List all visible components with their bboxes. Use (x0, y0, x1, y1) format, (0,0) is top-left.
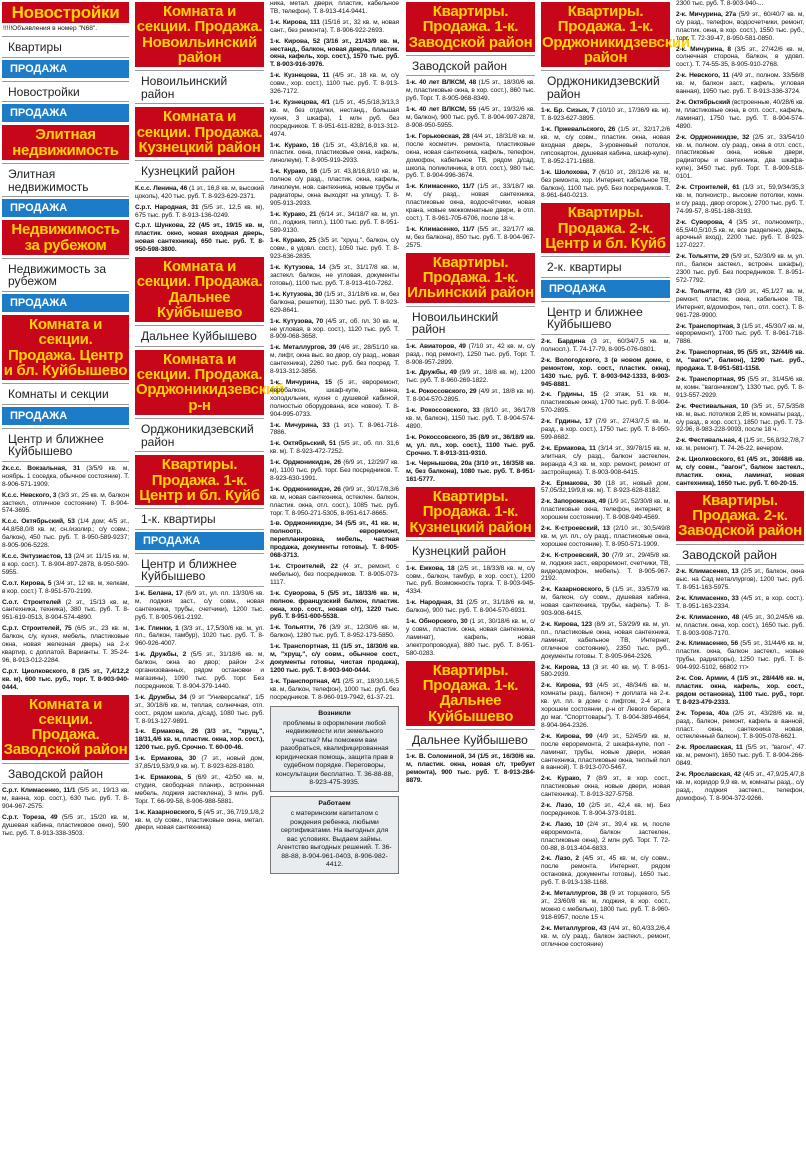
listing: 2-к. Октябрьский (встроенные, 40/28/6 кв. м, пластиковые окна, в отл. сост., кафель, ламинат), 1750 тыс. руб. Т. 8-904-574-4890. (676, 98, 804, 130)
section-title: Недвижимость за рубежом (2, 258, 129, 292)
listing: 2-к. Ермакова, 30 (18 эт., новый дом, 57,05/32,19/9,8 кв. м). Т. 8-923-628-8182. (541, 479, 670, 495)
section-title: Квартиры (2, 36, 129, 58)
section-title: Новоильинский район (406, 306, 535, 340)
section-title: Дальнее Куйбышево (135, 325, 264, 347)
listing: 1-к. Ермакова, 26 (3/3 эт., "хрущ.", 18/31,4/6 кв. м, пластик. окна, хор. сост.), 1200 тыс. руб. Срочно. Т. 60-00-46. (135, 728, 264, 752)
listing: 1-к. Бр. Сизых, 7 (10/10 эт., 17/36/9 кв. м). Т. 8-923-627-3895. (541, 107, 670, 123)
listing: 1-к. Глинки, 1 (3/3 эт., 17,5/30/6 кв. м, ул. пл., балкон, тамбур), 1020 тыс. руб. Т. 8-960-926-4007. (135, 624, 265, 648)
listing: 1-к. Орджоникидзе, 26 (9/9 эт., 30/17/8,3/6 кв. м, новая сантехника, остеклен. балкон, пластик. окна, отл. сост.), 1085 тыс. руб. торг. Т. 8-950-271-5305, 8-951-617-8665. (270, 485, 399, 517)
listing: 1-к. Кутузова, 30 (1/5 эт., 31/18/6 кв. м, без балкона, решетки), 1130 тыс. руб. Т. 8-923-629-8641. (270, 290, 399, 314)
section-district (135, 325, 264, 347)
listing: 2-к. Запорожская, 49 (1/9 эт., 52/30/8 кв. м, пластиковые окна, телефон, интернет, в хорошем состоянии). Т. 8-908-949-4569. (541, 498, 670, 522)
box-text: с материнским капиталом с рождения ребенка, любыми сертификатами. На выгодных для вас условиях. Выдаем займы. Агентство выгодных решений. Т. 36-88-88, 8-904-961-0403, 8-906-982-4412. (277, 810, 392, 869)
issue-note: !!!!!Объявления в номер "N68". (3, 25, 98, 33)
sale-label: ПРОДАЖА (2, 104, 129, 122)
rubric-header: Комната и секции. Продажа. Орджоникидзевский р-н (136, 350, 284, 414)
listing: 1-к. Курако, 16 (1/5 эт., 43,8/16,8 кв. м, пластик. окна, пластиковые окна, кафель, линолеум). Т. 8-905-919-2933. (270, 141, 399, 165)
rubric-header: Квартиры. Продажа. 1-к. Центр и бл. Куйб (135, 455, 264, 505)
listing: 2-к. Грдины, 17 (7/9 эт., 27/43/7,5 кв. м, разд., в хор. сост.), 1750 тыс. руб. Т. 8-950-599-8682. (541, 418, 671, 441)
sale-label: ПРОДАЖА (541, 280, 670, 298)
listing: 1-к. Мичурина, 33 (1 эт.). Т. 8-961-718-7886. (270, 421, 399, 437)
listing: 2-к. Фестивальная, 10 (3/5 эт., 57,5/35/8 кв. м, выс. потолков 2,85 м, комнаты разд., с/у разд., в хор. сост.), 1850 тыс. руб. Т. 73-92-96, 8-983-228-9093, после 18 ч. (676, 402, 804, 434)
listing: 1-к. Народная, 31 (2/5 эт., 31/18/6 кв. м, балкон), 900 тыс. руб. Т. 8-904-570-6931. (406, 599, 535, 615)
sale-label: ПРОДАЖА (2, 60, 129, 78)
listing: К.с.с. Энтузиастов, 13 (2/4 эт. 11/15 кв. м, в кор. сост.). Т. 8-904-897-2878, 8-950-590-5955. (2, 553, 129, 576)
listing: 1-к. Тольятти, 76 (3/9 эт., 12/30/6 кв. м, балкон), 1280 тыс. руб. Т. 8-952-173-5850. (270, 624, 399, 640)
listing: 1-к. Чернышова, 20а (3/10 эт., 16/35/8 кв. м, без балкона), 1080 тыс. руб. Т. 8-951-161-5777. (406, 460, 535, 484)
section-district (135, 160, 264, 182)
section-new-buildings (2, 81, 129, 123)
listing: 2300 тыс. руб. Т. 8-903-940-... (676, 0, 764, 7)
listing: 1-к. Дружбы, 2 (5/5 эт., 31/18/6 кв. м, балкон, окна во двор; район 2-х организованных, рядом остановки и магазины), 1090 тыс. руб. торг. Без посредников. Т. 8-904-379-1440. (135, 651, 264, 690)
listing: 1-к. Курако, 25 (3/5 эт. "хрущ.", балкон, с/у совм., в удовл. сост.), 1050 тыс. руб. Т. 8-923-636-2835. (270, 237, 399, 261)
listing: 1-к. Курако, 21 (6/14 эт., 34/18/7 кв. м, ул. пл., лоджия, тепл.), 1100 тыс. руб. Т. 8-951-589-9130. (270, 210, 399, 234)
listing: 2-к. Тольятти, 29 (5/9 эт., 52/30/9 кв. м, ул. пл., балкон застекл., встроен. шкафы), 2300 тыс. руб. Без посредников. Т. 8-951-572-7792. (676, 253, 804, 284)
listing: 2-к. Ермакова, 11 (3/14 эт., 39/78/15 кв. м, элитная, с/у разд., балкон застеклен, веранда 4,3 кв. м, хор. ремонт, ремонт от застройщика). Т. 8-903-908-6415. (541, 444, 670, 476)
column-5 (539, 0, 690, 1163)
listing: 2-к. Кирова, 99 (4/9 эт., 52/45/9 кв. м, после евроремонта, 2 шкафа-купе, пол - ламинат, трубы, новые двери, новая сантехника, пластиковые окна, теплый пол в ванной). Т. 8-913-070-5467. (541, 732, 671, 772)
listing: 2-к. Строителей, 61 (1/3 эт., 59,9/34/35,3 кв. м, полноистр., высокие потолки, комн. и с/у разд., двор огорож.), 2700 тыс. руб. Т. 74-99-57, 8-951-188-3193. (676, 184, 804, 215)
rubric-header: Элитная недвижимость (2, 125, 129, 160)
listing: 1-к. Мичурина, 15 (5 эт., евроремонт, евробалкон, шкаф-купе, ванна, холодильник, кухня с душевой кабиной, полностью оборудована, все новое). Т. 8-904-995-0733. (270, 378, 399, 418)
listing: С.о.т. Кирова, 5 (3/4 эт., 12 кв. м, хелкам, в кор. сост.) Т. 8-951-570-2199. (2, 579, 129, 595)
legal-help-box (270, 706, 399, 792)
listing: 1-к. Транспортная, 11 (1/5 эт., 18/30/6 кв. м, "хрущ.", с/у совм., обычное сост., документы готовы, чистая продажа), 1200 тыс. руб. Т. 8-903-940-0444. (270, 643, 399, 674)
listing: 2-к. Невского, 11 (4/9 эт., полном. 33/56/8 кв. м, балкон заст., кафель, угловая ванная), 1950 тыс. руб. Т. 8-913-336-3724. (676, 72, 804, 96)
listing: 1-к. Ермакова, 30 (7 эт., новый дом, 37,85/19,53/9,9 кв. м). Т. 8-923-628-8180. (135, 755, 265, 771)
section-title: Центр и ближнее Куйбышево (135, 553, 264, 587)
section-title: Центр и ближнее Куйбышево (2, 428, 129, 462)
rubric-header: Комната и секции. Продажа. Заводской район (3, 695, 128, 759)
section-district (135, 70, 264, 104)
column-4 (404, 0, 537, 1163)
listing: 1-к. Суворова, 5 (5/5 эт., 18/33/6 кв. м, полное. французский балкон, пластик. окна, хор. сост., новая с/т), 1220 тыс. руб. Т. 8-951-600-5538. (270, 589, 399, 621)
listing: 2-к. Ярославская, 42 (4/5 эт., 47,9/25,4/7,8 кв. м, коридор 9,9 кв. м, комнаты разд., с/у разд., лоджия застекл., телефон, домофон). Т. 8-904-372-9266. (676, 771, 804, 802)
section-district (406, 540, 535, 562)
listing: 1-к. Пржевальского, 26 (1/5 эт., 32/17,2/6 кв. м, с/у совм., пластик. окна, новая входная дверь, 3-уровневый потолок, гипсокартон, душевая кабина, шкаф-купе). Т. 8-952-171-1688. (541, 126, 671, 165)
listing: С.р.т. Народная, 31 (5/5 эт., 12,5 кв. м), 675 тыс. руб. Т. 8-913-136-0249. (135, 203, 264, 219)
listing: 1-к. Авиаторов, 49 (7/10 эт., 42 кв. м, с/у разд., под ремонт), 1250 тыс. руб. Торг. Т. 8-908-957-2899. (406, 342, 535, 366)
maternity-capital-box (270, 796, 399, 874)
listing: 2-к. Орджоникидзе, 32 (2/5 эт., 33/54/10 кв. м, полном. с/у разд., окна в отл. сост., пластиковые окна, новые двери, радиаторы и сантехника, два шкафа-купе), 3450 тыс. руб. Торг. Т. 8-909-518-0101. (676, 133, 804, 181)
section-district (541, 70, 670, 104)
listing: 1-к. Дружбы, 34 (9 эт "Универсалка", 1/5 эт., 30/18/6 кв. м, теплая, солнечная, отл. сост., рядом школа, д/сад), 1080 тыс. руб. Т. 8-913-127-9891. (135, 693, 264, 725)
listing: 1-к. Дружбы, 49 (9/9 эт., 18/8 кв. м), 1200 тыс. руб. Т. 8-960-269-1822. (406, 369, 535, 385)
sale-label: ПРОДАЖА (2, 199, 129, 217)
listing: 2-к. К-строевский, 30 (7/9 эт., 29/45/8 кв. м, лоджия заст., евроремонт, счетчики, ТВ, видеодомофон, мебель). Т. 8-905-967-2192. (541, 551, 670, 583)
sale-label: ПРОДАЖА (135, 532, 264, 550)
rubric-header: Новостройки (2, 2, 129, 23)
rubric-header: Квартиры. Продажа. 1-к. Заводской район (406, 2, 535, 52)
listing: 2-к. Климасенко, 13 (2/5 эт., балкон, окна выс. на Сад металлургов), 1200 тыс. руб. Т. 8-951-163-5975. (676, 568, 804, 592)
listing: 1-к. Шолохова, 7 (6/10 эт., 28/12/6 кв. м, без ремонта, хор. Интернет, кабельное ТВ, балкон), 1100 тыс. руб. Без посредников. Т. 8-961-640-0213. (541, 168, 670, 200)
section-title: Центр и ближнее Куйбышево (541, 301, 670, 335)
listing: 2-к. Кирова, 13 (3 эт. 40 кв. м). Т. 8-951-580-2939. (541, 663, 671, 679)
rubric-header: Квартиры. Продажа. 2-к. Заводской район (676, 491, 804, 541)
section-district (2, 428, 129, 462)
listing: 2-к. Казарновского, 5 (1/5 эт., 33/57/9 кв. м, балкон, с/у совм., душевая кабина, новая сантехника, трубы, кафель). Т. 8-903-908-6415. (541, 586, 670, 618)
column-3 (268, 0, 401, 1163)
listing: С.р.т. Тореза, 49 (5/5 эт., 15/20 кв. м, душевая кабина, пластиковое окно), 590 тыс. руб. Т. 8-913-338-3503. (2, 814, 129, 837)
listing: 2-к. Лазо, 10 (2/4 эт., 39,4 кв. м, после евроремонта, балкон застеклен, пластиковые окна), 2 млн руб. Торг. Т. 72-00-88, 8-913-404-6833. (541, 820, 670, 852)
listing: 2-к. Транспортная, 3 (1/5 эт., 45/30/7 кв. м, евроремонт), 1700 тыс. руб. Т. 8-961-718-7886. (676, 322, 804, 346)
listing: 2-к. Климасенко, 56 (5/5 эт., 31/44/6 кв. м, пластик. окна, балкон застекл., новые трубы, радиаторы), 1250 тыс. руб. Т. 8-904-992-5102, 66802 тт> (676, 640, 804, 672)
listing: 1-к. Кузнецова, 4/1 (1/5 эт., 45,5/18,3/13,3 кв. м, без отделки, нестанд., большая кухня, 3 шкафа), 1 млн руб. без посредников. Т. 8-951-611-8282, 8-913-312-4974. (270, 98, 399, 138)
section-district (406, 306, 535, 340)
rubric-header: Комната и секции. Продажа. Дальнее Куйбышево (136, 258, 263, 321)
section-title: Кузнецкий район (406, 540, 535, 562)
listing: 2-к. Транспортная, 95 (5/5 эт., 31/45/6 кв. м, комн. "вагончиком"), 1330 тыс. руб. Т. 8-913-557-2929. (676, 375, 804, 399)
listing: 1-к. Октябрьский, 51 (5/5 эт., об. пл. 31,6 кв. м). Т. 8-923-472-7252. (270, 440, 399, 456)
listing: С.р.т. Климасенко, 11/1 (5/5 эт., 19/13 кв. м, ванна, хор. сост.), 630 тыс. руб. Т. 8-904-967-2575. (2, 787, 129, 811)
section-two-room (541, 256, 670, 298)
listing: 2к.с.с. Вокзальная, 31 (3/5/9 кв. м, ноябрь. 1 соседка, обычное состояние). Т. 8-906-571-1909. (2, 464, 129, 488)
rubric-header: Квартиры. Продажа. 1-к. Кузнецкий район (406, 487, 535, 537)
listing: 2-к. К-строевский, 13 (2/10 эт., 30,5/49/8 кв. м, ул. пл., с/у разд., пластиковые окна, хорошее состояние). Т. 8-950-571-1909. (541, 525, 670, 548)
listing: 2-к. Суворова, 4 (3/5 эт., полноометр., 65,5/40,5/10,5 кв. м, все разделено, дверь, арочный вход), 2200 тыс. руб. Т. 8-923-127-0227. (676, 218, 804, 250)
section-district (135, 553, 264, 587)
rubric-header: Комната и секции. Продажа. Кузнецкий район (136, 108, 263, 156)
section-rooms (2, 383, 129, 425)
listing: 2-к. Лазо, 2 (4/5 эт., 45 кв. м, с/у совм., после ремонта. Интернет, рядом остановка, документы готовы), 1650 тыс. руб. Т. 8-913-138-1168. (541, 855, 670, 887)
rubric-header: Квартиры. Продажа. 1-к. Дальнее Куйбышево (406, 661, 535, 726)
listing: 1-к. Климасенко, 11/7 (1/5 эт., 33/18/7 кв. м, с/у разд., новая сантехника, пластиковые окна, водосчётчики, новая крана, новые межкомнатные двери, в отл. сост.). Т. 8-961-705-6706, после 18 ч. (406, 183, 535, 222)
listing: 1-к. Орджоникидзе, 26 (6/9 эт., 12/29/7 кв. м), 1100 тыс. руб. торг. Без посредников. Т. 8-923-630-1991. (270, 459, 399, 482)
listing: С.р.т. Циолковского, 8 (3/5 эт., 7,4/12,2 кв. м), 600 тыс. руб., торг. Т. 8-903-940-0444. (2, 667, 129, 691)
listing: 1-к. 40 лет ВЛКСМ, 55 (4/5 эт., 19/32/6 кв. м, балкон), 900 тыс. руб. Т. 8-904-997-2878, 8-908-950-5955. (406, 106, 535, 130)
listing: 1-к. Металлургов, 39 (4/6 эт., 28/51/10 кв. м, лифт, окна выс. во двор, с/у разд., новая сантехника), 2260 тыс. руб. без посред. Т. 8-913-312-3856. (270, 344, 399, 376)
listing: С.о.т. Строителей (2 эт., 15/13 кв. м, сантехника, техника), 380 тыс. руб. Т. 8-951-619-0513, 8-904-574-4890. (2, 598, 129, 622)
listing: 2-к. Фестивальная, 4 (1/5 эт., 56,8/32,7/8,7 кв. м, ремонт). Т. 74-26-22, вечером. (676, 437, 804, 453)
listing: ника, метал. двери, пластик, кабельное ТВ, телефон). Т. 8-913-414-9441. (270, 0, 399, 15)
section-title: Орджоникидзевский район (135, 418, 264, 452)
listing: 2-к. Грдины, 15 (2 этаж, 51 кв. м, пластиковые окна), 1700 тыс. руб. Т. 8-904-570-2895. (541, 391, 670, 415)
rubric-header: Комната и секции. Продажа. Центр и бл. Куйбышево (3, 315, 128, 379)
listing: 1-к. Кузнецова, 11 (4/5 эт., 18 кв. м, с/у совм., хор. сост.), 1100 тыс. руб. Т. 8-913-326-7172. (270, 72, 399, 96)
section-district (541, 301, 670, 335)
section-title: Элитная недвижимость (2, 163, 129, 197)
listing: 1-к. Ежкова, 18 (2/5 эт., 18/33/8 кв. м, с/у совм., балкон, тамбур, в хор. сост.), 1200 тыс. руб. Возможность торга. Т. 8-903-945-4334. (406, 564, 535, 596)
listing: 2-к. Мичурина, 8 (3/5 эт., 27/42/6 кв. м, солнечная сторона, балкон, в удовл. сост.). Т. 74-55-35, 8-905-910-2768. (676, 45, 804, 69)
rubric-header: Квартиры. Продажа. 2-к. Центр и бл. Куйб (541, 203, 670, 253)
section-district (406, 729, 535, 751)
listing: 2-к. Тольятти, 43 (3/9 эт., 45,1/27 кв. м, ремонт, пластик. окна, кабельное ТВ, Интернет, в/домофон, тел., отл. сост.). Т. 8-961-728-9900. (676, 287, 805, 319)
section-title: Заводской район (676, 544, 804, 566)
column-2 (133, 0, 284, 1163)
listing: 2-к. Транспортная, 95 (5/5 эт., 32/44/6 кв. м, "вагон", балкон), 1290 тыс. руб., продажа. Т. 8-951-581-1158. (676, 349, 804, 373)
section-district (135, 418, 264, 452)
section-one-room (135, 508, 264, 550)
listing: 1-к. Кутузова, 14 (3/5 эт., 31/17/8 кв. м, застекл. балкон, не угловая, документы готовы), 1100 тыс. руб. Т. 8-913-410-7262. (270, 264, 399, 287)
section-title: Комнаты и секции (2, 383, 129, 405)
box-title: Возникли (318, 709, 351, 717)
column-1 (0, 0, 131, 1163)
sale-label: ПРОДАЖА (2, 407, 129, 425)
listing: С.р.т. Строителей, 75 (6/5 эт., 23 кв. м, балкон, с/у, кухня, мебель, пластиковые окна, новая железная дверь) на 2-х квартир, с доплатой. Варианты. Т. 35-24-96, 8-913-012-2284. (2, 625, 130, 664)
section-title: Новостройки (2, 81, 129, 103)
box-title: Работаем (318, 799, 351, 807)
section-title: Заводской район (406, 55, 535, 77)
listing: 1-к. Ермакова, 5 (6/9 эт., 42/50 кв. м, студия, свободная планир., встроенная мебель, лоджия застеклена), 3 млн. руб. Торг. Т. 66-99-58, 8-906-988-5881. (135, 773, 264, 805)
listing: 1-к. Горьковская, 28 (4/4 эт., 18/31/8 кв. м, после косметич. ремонта, пластиковые окна, новая сантехника, кафель, телефон, домофон, кабельное ТВ, рядом д/сад, школа, поликлиника, в отл. сост.), 980 тыс. руб. Т. 8-904-996-3674. (406, 132, 535, 180)
listing: 1-к. Курако, 16 (1/5 эт. 43,8/16,8/10 кв. м, полное с/у разд., пластик. окна, кафель, линолеум, нов. сантехника, новые трубы и радиаторы, окна выходят на улицу). Т. 8-905-913-2933. (270, 168, 399, 207)
listing: 1-в. Орджоникидзе, 34 (5/5 эт., 41 кв. м, полноотр. евроремонт, перепланировка, мебель, частная продажа, документы готовы). Т. 8-905-068-3713. (270, 520, 399, 560)
section-apartments (2, 36, 129, 78)
section-title: Кузнецкий район (135, 160, 264, 182)
listing: К.с.с. Октябрьский, 53 (1/4 дом; 4/5 эт., 44,8/58,0/8 кв. м; сн./изолир.; с/у совм.; балкон), 450 тыс. руб. Т. 8-950-589-9237; 8-905-906-5228. (2, 518, 129, 550)
rubric-header: Квартиры. Продажа. 1-к. Ильинский район (407, 253, 534, 302)
section-title: 1-к. квартиры (135, 508, 264, 530)
rubric-header: Комната и секции. Продажа. Новоильинский район (136, 3, 263, 66)
listing: 1-к. Обнорского, 30 (1 эт., 30/18/6 кв. м, с/у совм., пластик. окна, новая сантехника, ламинат), кафель, новая электропроводка), 880 тыс. руб. Т. 8-951-580-0283. (406, 618, 536, 657)
section-elite (2, 163, 129, 217)
listing: 1-к. Кирова, 111 (15/16 эт., 32 кв. м, новая сант., без ремонта). Т. 8-906-922-2693. (270, 18, 399, 34)
listing: 2-к. Металлургов, 38 (9 эт. торцевого, 5/5 эт., 23/60/8 кв. м, лоджия, в хор. сост., можно с мебелью), 1800 тыс. руб. Т. 8-960-918-6957, после 15 ч. (541, 890, 670, 921)
listing: С.р.т. Шункова, 22 (4/5 эт., 19/15 кв. м, пластик. окно, новая входная дверь, новая сантехника), 650 тыс. руб. Т. 8-950-598-3800. (135, 222, 264, 254)
listing: 2-к. Вологодского, 3 (в новом доме, с ремонтом, хор. сост., пластик. окна), 1430 тыс. руб. Т. 8-903-942-1333, 8-903-945-8881. (541, 356, 670, 388)
listing: 2-к. Климасенко, 48 (4/5 эт., 30,2/45/6 кв. м, пластик. окна, хор. сост.), 1650 тыс. руб. Т. 8-903-908-7170. (676, 613, 804, 637)
listing: 1-к. Рокоссовского, 29 (4/9 эт., 18/8 кв. м). Т. 8-904-570-2895. (406, 388, 536, 404)
listing: 1-к. Кирова, 52 (3/16 эт., 21/43/9 кв. м, нестанд., балкон, новая дверь, пластик. окна, кафель, хор. сост.), 1570 тыс. руб. Т. 8-903-916-3976. (270, 37, 399, 69)
listing: К.с.с. Невского, 3 (3/3 эт., 25 кв. м, балкон застекл., отличное состояние) Т. 8-904-574-3695. (2, 491, 129, 515)
listing: 1-к. Кутузова, 70 (4/5 эт., об. пл. 30 кв. м, не угловая, в хор. сост.), 1120 тыс. руб. Т. 8-909-068-3658. (270, 317, 399, 341)
column-6 (674, 0, 806, 1163)
listing: 2-к. Тореза, 40а (2/5 эт., 43/28/6 кв. м, разд., балкон, ремонт, кафель в ванной, пласт. окна, сантехника новая, остекленный балкон). Т. 8-905-078-6621. (676, 709, 804, 741)
section-title: Новоильинский район (135, 70, 264, 104)
sale-label: ПРОДАЖА (2, 294, 129, 312)
section-title: Орджоникидзевский район (541, 70, 670, 104)
listing: 1-к. Рокоссовского, 33 (8/10 эт., 36/17/8 кв. м, балкон), 1150 тыс. руб. Т. 8-904-574-4890. (406, 407, 536, 430)
listing: 2-к. Бардина (3 эт., 60/34/7,5 кв. м, полносп.). Т. 74-17-79, 8-905-076-0801. (541, 338, 670, 353)
rubric-header: Квартиры. Продажа. 1-к. Орджоникидзевский район (542, 3, 690, 66)
listing: 1-к. В. Соломиной, 34 (1/5 эт., 16/30/6 кв. м, пластик. окна, новая с/т, требует ремонта), 900 тыс. руб. Т. 8-913-284-8879. (406, 753, 535, 785)
listing: 2-к. Металлургов, 43 (4/4 эт., 60,4/33,2/6,4 кв. м, с/у разд., балкон застекл., ремонт, отличное состояние) (541, 924, 670, 948)
section-title: Дальнее Куйбышево (406, 729, 535, 751)
listing: 2-к. Кирова, 93 (4/5 эт., 48/34/6 кв. м, комнаты разд., балкон) + доплата на 2-к. кв. ул. пл. в доме с лифтом, 2-4 эт., в хорошем состоянии, р-н от Левого берега до маг. "Спорттовары"). Т. 8-904-389-4664, 8-904-964-2326. (541, 682, 671, 729)
section-district (406, 55, 535, 77)
section-district (676, 544, 804, 566)
box-text: проблемы в оформлении любой недвижимости или земельного участка? Мы поможем вам разобраться, квалифицированная юридическая помощь, защита прав в судебном порядке. Переговоры, консультации бесплатно. Т. 36-88-88, 8-923-475-3935. (275, 719, 394, 787)
listing: 2-к. Ярославская, 11 (5/5 эт., "вагон", 47 кв. м, ремонт), 1650 тыс. руб. Т. 8-904-266-0849. (676, 744, 804, 768)
rubric-header: Недвижимость за рубежом (2, 220, 129, 255)
listing: 2-к. Циолковского, 61 (4/5 эт., 30/48/6 кв. м, с/у совм., "вагон", балкон застекл., пластик. окна, ламинат, новая сантехника), 1650 тыс. руб. Т. 60-20-15. (676, 456, 804, 487)
section-district (2, 763, 129, 785)
listing: К.с.с. Ленина, 46 (1 эт., 16,8 кв. м, высокий цоколь), 420 тыс. руб. Т. 8-923-629-2371. (135, 184, 264, 200)
listing: 1-к. Строителей, 22 (4 эт., ремонт, с мебелью), без посредников. Т. 8-905-073-1117. (270, 563, 399, 586)
listing: 1-к. 40 лет ВЛКСМ, 48 (1/5 эт., 18/30/6 кв. м, пластиковые окна, в хор. сост.), 860 тыс. руб. Торг. Т. 8-905-968-8349. (406, 79, 535, 103)
section-abroad (2, 258, 129, 312)
section-title: Заводской район (2, 763, 129, 785)
listing: 1-к. Климасенко, 11/7 (5/5 эт., 32/17/7 кв. м, без балкона), 850 тыс. руб. Т. 8-904-967-2575. (406, 225, 535, 249)
listing: 2-к. Сов. Армии, 4 (1/5 эт., 28/44/6 кв. м, пластик. окна, кафель, хор. сост., рядом остановка), 1100 тыс. руб., торг. Т. 8-923-479-2333. (676, 675, 804, 706)
listing: 2-к. Кирова, 123 (8/9 эт., 53/29/9 кв. м, ул. пл., пластиковые окна, новая сантехника, ламинат, кабельное ТВ, Интернет, отличное состояние), 2350 тыс. руб., документы готовы. Т. 8-905-964-2326. (541, 621, 670, 660)
listing: 1-к. Белана, 17 (6/9 эт., ул. пл. 13/30/6 кв. м, лоджия заст., с/у совм., новая сантехника, трубы, счетчики), 1200 тыс. руб. Т. 8-905-961-2192. (135, 589, 264, 621)
listing: 2-к. Лазо, 10 (2/5 эт., 42,4 кв. м). Без посредников. Т. 8-904-373-9181. (541, 802, 670, 817)
listing: 2-к. Курако, 7 (8/9 эт., в хор. сост., пластиковые окна, новые двери, новая сантехника). Т. 8-913-327-5758. (541, 775, 670, 799)
section-title: 2-к. квартиры (541, 256, 670, 278)
listing: 1-к. Казарновского, 5 (4/5 эт., 36,7/19,1/8,2 кв. м, с/у совм., пластиковые окна, метал. двери, новая сантехника) (135, 808, 264, 832)
listing: 2-к. Климасенко, 33 (4/5 эт., в хор. сост.). Т. 8-951-163-2334. (676, 594, 804, 610)
listing: 1-к. Рокоссовского, 35 (8/9 эт., 36/18/9 кв. м, ул. пл., хор. сост.), 1100 тыс. руб. Срочно. Т. 8-913-311-9310. (406, 433, 535, 457)
listing: 1-к. Транспортная, 4/1 (2/5 эт., 18/30,1/6,5 кв. м, балкон, телефон), 1000 тыс. руб. без посредников. Т. 8-960-919-7942, 61-37-21. (270, 677, 399, 701)
listing: 2-к. Мичурина, 27а (5/9 эт., 60/40/7 кв. м, с/у разд., телефон, водосчетчики, ремонт, пластик. окна, в хор. сост.), 1550 тыс. руб., торг. Т. 72-39-47, 8-950-581-0850. (676, 10, 804, 42)
